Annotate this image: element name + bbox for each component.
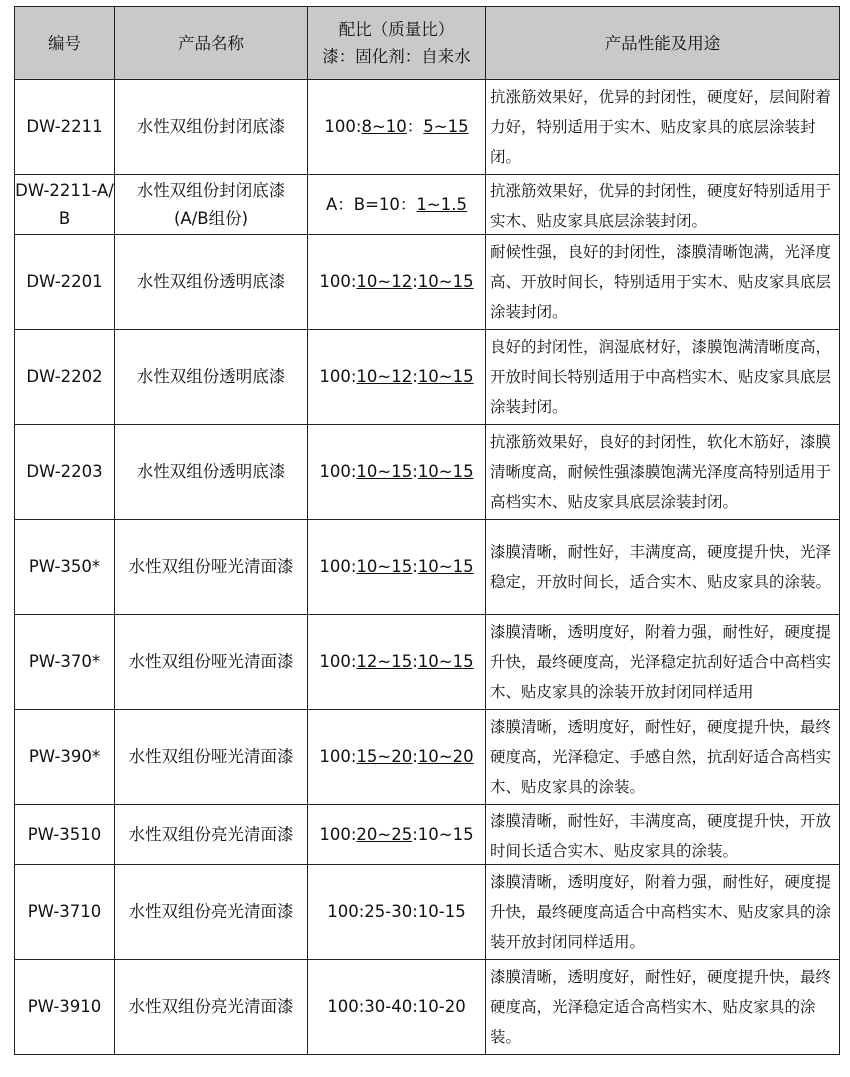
product-usage: 抗涨筋效果好，优异的封闭性，硬度好，层间附着力好，特别适用于实木、贴皮家具的底层涂装封闭。 [490,88,832,166]
ratio-part: : [412,462,418,481]
ratio-part: 100: [319,747,357,766]
table-row [15,615,840,710]
ratio-part: 100: [319,652,357,671]
product-usage: 漆膜清晰，耐性好，丰满度高，硬度提升快，开放时间长适合实木、贴皮家具的涂装。 [490,811,832,860]
mix-ratio [308,330,486,425]
product-usage-cell [486,805,840,865]
product-code: DW-2211-A/B [15,175,115,235]
table-row [15,330,840,425]
ratio-part: 100: [319,557,357,576]
product-name: 水性双组份哑光清面漆 [115,710,308,805]
header-ratio [308,7,486,80]
product-usage-cell [486,425,840,520]
mix-ratio [308,865,486,960]
ratio-part: : [412,747,418,766]
product-name: 水性双组份亮光清面漆 [115,865,308,960]
ratio-part: 10~20 [417,747,474,766]
mix-ratio [308,960,486,1055]
product-usage: 耐候性强，良好的封闭性，漆膜清晰饱满，光泽度高、开放时间长，特别适用于实木、贴皮家具底层涂装封闭。 [490,243,832,321]
product-usage-cell [486,330,840,425]
product-code: DW-2211 [15,80,115,175]
ratio-part: : [412,557,418,576]
product-code: PW-3510 [15,805,115,865]
ratio-part: 100: [319,824,357,844]
ratio-part: : [412,652,418,671]
ratio-part: 10~15 [417,557,474,576]
product-usage-cell [486,80,840,175]
mix-ratio [308,615,486,710]
ratio-part: 100:25-30:10-15 [327,902,466,921]
header-ratio-line1: 配比（质量比） [338,20,455,39]
table-row [15,960,840,1055]
product-usage-cell [486,865,840,960]
product-usage: 漆膜清晰，耐性好，丰满度高，硬度提升快，光泽稳定，开放时间长，适合实木、贴皮家具的涂装。 [490,543,832,591]
product-usage: 漆膜清晰，透明度好，耐性好，硬度提升快，最终硬度高，光泽稳定、手感自然，抗刮好适合高档实木、贴皮家具的涂装。 [490,718,832,796]
table-row [15,520,840,615]
mix-ratio [308,425,486,520]
mix-ratio [308,175,486,235]
ratio-part: :10~15 [412,824,474,844]
table-row [15,805,840,865]
header-name: 产品名称 [115,7,308,80]
product-usage-cell [486,615,840,710]
ratio-part: 100:30-40:10-20 [327,997,466,1016]
product-usage: 漆膜清晰，透明度好，附着力强，耐性好，硬度提升快，最终硬度高，光泽稳定抗刮好适合中高档实木、贴皮家具的涂装开放封闭同样适用 [490,623,832,701]
ratio-part: 5~15 [423,117,469,136]
mix-ratio [308,235,486,330]
product-code: PW-370* [15,615,115,710]
product-name: 水性双组份哑光清面漆 [115,520,308,615]
table-row [15,235,840,330]
product-usage-cell [486,175,840,235]
product-usage: 漆膜清晰，透明度好，附着力强，耐性好，硬度提升快，最终硬度高适合中高档实木、贴皮家具的涂装开放封闭同样适用。 [490,873,832,951]
ratio-part: 10~12 [356,272,413,291]
product-name: 水性双组份亮光清面漆 [115,960,308,1055]
product-code: PW-350* [15,520,115,615]
product-usage: 抗涨筋效果好，良好的封闭性，软化木筋好，漆膜清晰度高，耐候性强漆膜饱满光泽度高特别适用于高档实木、贴皮家具底层涂装封闭。 [490,433,832,511]
product-usage: 抗涨筋效果好，优异的封闭性，硬度好特别适用于实木、贴皮家具底层涂装封闭。 [490,181,832,230]
product-code: PW-3910 [15,960,115,1055]
table-row [15,80,840,175]
product-usage: 良好的封闭性，润湿底材好，漆膜饱满清晰度高，开放时间长特别适用于中高档实木、贴皮家具底层涂装封闭。 [490,338,832,416]
ratio-part: 100: [319,367,357,386]
ratio-part: 100: [319,272,357,291]
ratio-part: 100: [324,117,362,136]
product-name: 水性双组份封闭底漆(A/B组份) [115,175,308,235]
ratio-part: 10~15 [356,557,413,576]
mix-ratio [308,520,486,615]
product-name: 水性双组份透明底漆 [115,235,308,330]
header-code: 编号 [15,7,115,80]
ratio-part: : [412,272,418,291]
product-name: 水性双组份亮光清面漆 [115,805,308,865]
product-spec-table [14,6,840,1055]
product-name: 水性双组份透明底漆 [115,330,308,425]
ratio-part: : [412,367,418,386]
ratio-part: 20~25 [356,824,413,844]
mix-ratio [308,710,486,805]
product-name: 水性双组份哑光清面漆 [115,615,308,710]
product-code: PW-3710 [15,865,115,960]
product-usage-cell [486,960,840,1055]
product-usage: 漆膜清晰，透明度好，耐性好，硬度提升快，最终硬度高，光泽稳定适合高档实木、贴皮家具的涂装。 [490,968,832,1046]
ratio-part: 10~15 [417,272,474,291]
ratio-part: 12~15 [356,652,413,671]
product-usage-cell [486,235,840,330]
product-name: 水性双组份透明底漆 [115,425,308,520]
table-row [15,425,840,520]
ratio-part: 10~15 [417,462,474,481]
ratio-part: 100: [319,462,357,481]
ratio-part: 10~15 [417,367,474,386]
product-usage-cell [486,710,840,805]
header-usage: 产品性能及用途 [486,7,840,80]
header-row [15,7,840,80]
ratio-part: 15~20 [356,747,413,766]
product-code: PW-390* [15,710,115,805]
table-row [15,865,840,960]
header-ratio-line2: 漆：固化剂：自来水 [322,47,471,66]
ratio-part: A：B=10： [325,194,417,214]
ratio-part: 8~10 [361,117,407,136]
table-row [15,710,840,805]
table-row [15,175,840,235]
product-code: DW-2202 [15,330,115,425]
ratio-part: 1~1.5 [416,194,467,214]
ratio-part: 10~15 [356,462,413,481]
mix-ratio [308,805,486,865]
ratio-part: 10~12 [356,367,413,386]
product-code: DW-2201 [15,235,115,330]
product-usage-cell [486,520,840,615]
product-code: DW-2203 [15,425,115,520]
mix-ratio [308,80,486,175]
ratio-part: 10~15 [417,652,474,671]
ratio-part: ： [406,117,424,136]
product-name: 水性双组份封闭底漆 [115,80,308,175]
